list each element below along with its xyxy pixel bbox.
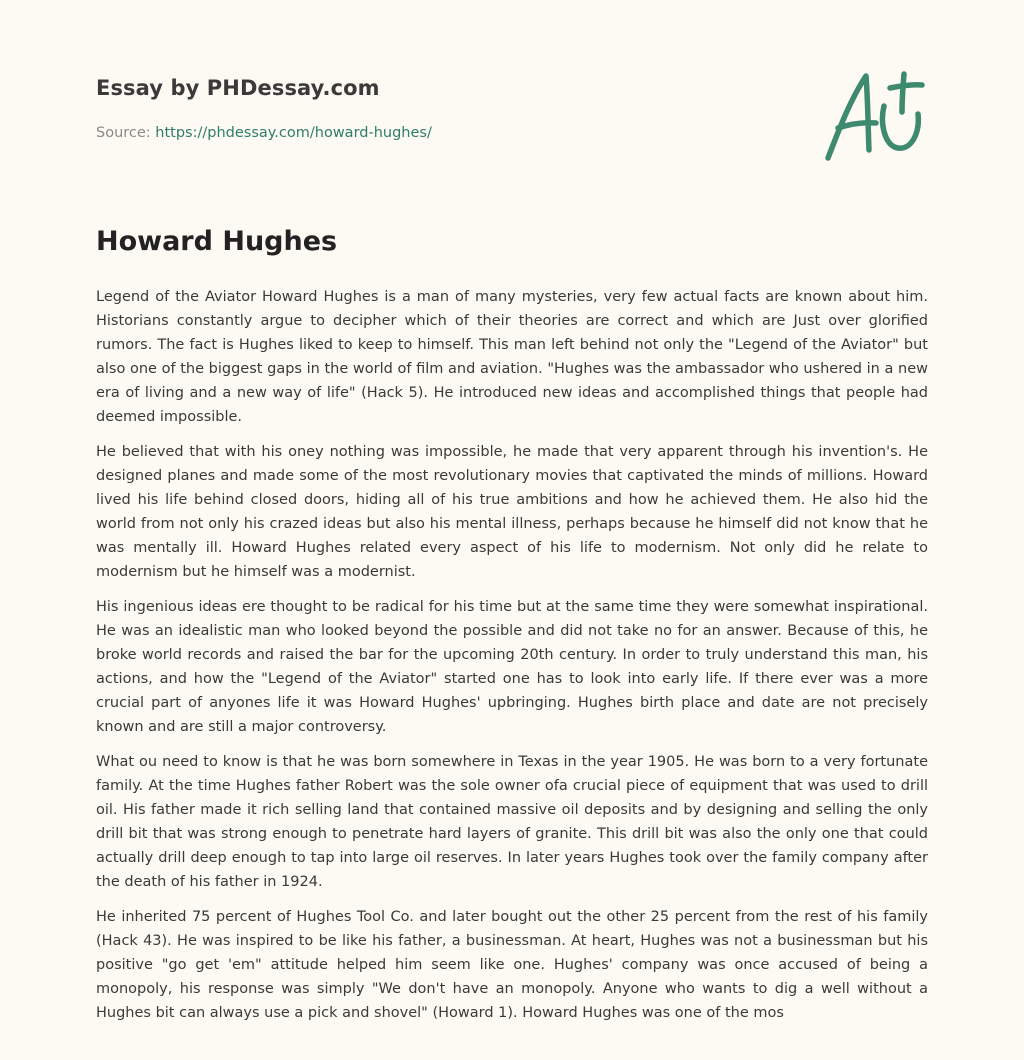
essay-paragraph: His ingenious ideas ere thought to be radical for his time but at the same time they were somewhat inspirational. He was an idealistic man who looked beyond the possible and did not take no for an answer. Because of this, he broke world records and raised the bar for the upcoming 20th century. In order to truly understand this man, his actions, and how the "Legend of the Aviator" started one has to look into early life. If there ever was a more crucial part of anyones life it was Howard Hughes' upbringing. Hughes birth place and date are not precisely known and are still a major controversy.	[96, 599, 928, 735]
essay-paragraph: He inherited 75 percent of Hughes Tool Co. and later bought out the other 25 percent from the rest of his family (Hack 43). He was inspired to be like his father, a businessman. At heart, Hughes was not a businessman but his positive "go get 'em" attitude helped him seem like one. Hughes' company was once accused of being a monopoly, his response was simply "We don't have an monopoly. Anyone who wants to dig a well without a Hughes bit can always use a pick and shovel" (Howard 1). Howard Hughes was one of the mos	[96, 909, 928, 1021]
source-label: Source:	[96, 125, 156, 141]
source-line	[96, 125, 432, 141]
essay-body	[96, 285, 928, 1036]
a-plus-logo-icon	[822, 66, 926, 166]
essay-page	[96, 0, 928, 1021]
source-link[interactable]: https://phdessay.com/howard-hughes/	[155, 125, 432, 141]
page-header	[96, 0, 928, 210]
site-title: Essay by PHDessay.com	[96, 76, 380, 100]
essay-paragraph: He believed that with his oney nothing was impossible, he made that very apparent through his invention's. He designed planes and made some of the most revolutionary movies that captivated the minds of millions. Howard lived his life behind closed doors, hiding all of his true ambitions and how he achieved them. He also hid the world from not only his crazed ideas but also his mental illness, perhaps because he himself did not know that he was mentally ill. Howard Hughes related every aspect of his life to modernism. Not only did he relate to modernism but he himself was a modernist.	[96, 444, 928, 580]
essay-paragraph: What ou need to know is that he was born somewhere in Texas in the year 1905. He was born to a very fortunate family. At the time Hughes father Robert was the sole owner ofa crucial piece of equipment that was used to drill oil. His father made it rich selling land that contained massive oil deposits and by designing and selling the only drill bit that was strong enough to penetrate hard layers of granite. This drill bit was also the only one that could actually drill deep enough to tap into large oil reserves. In later years Hughes took over the family company after the death of his father in 1924.	[96, 754, 928, 890]
essay-paragraph: Legend of the Aviator Howard Hughes is a man of many mysteries, very few actual facts are known about him. Historians constantly argue to decipher which of their theories are correct and which are Just over glorified rumors. The fact is Hughes liked to keep to himself. This man left behind not only the "Legend of the Aviator" but also one of the biggest gaps in the world of film and aviation. "Hughes was the ambassador who ushered in a new era of living and a new way of life" (Hack 5). He introduced new ideas and accomplished things that people had deemed impossible.	[96, 289, 928, 425]
essay-title: Howard Hughes	[96, 226, 338, 257]
